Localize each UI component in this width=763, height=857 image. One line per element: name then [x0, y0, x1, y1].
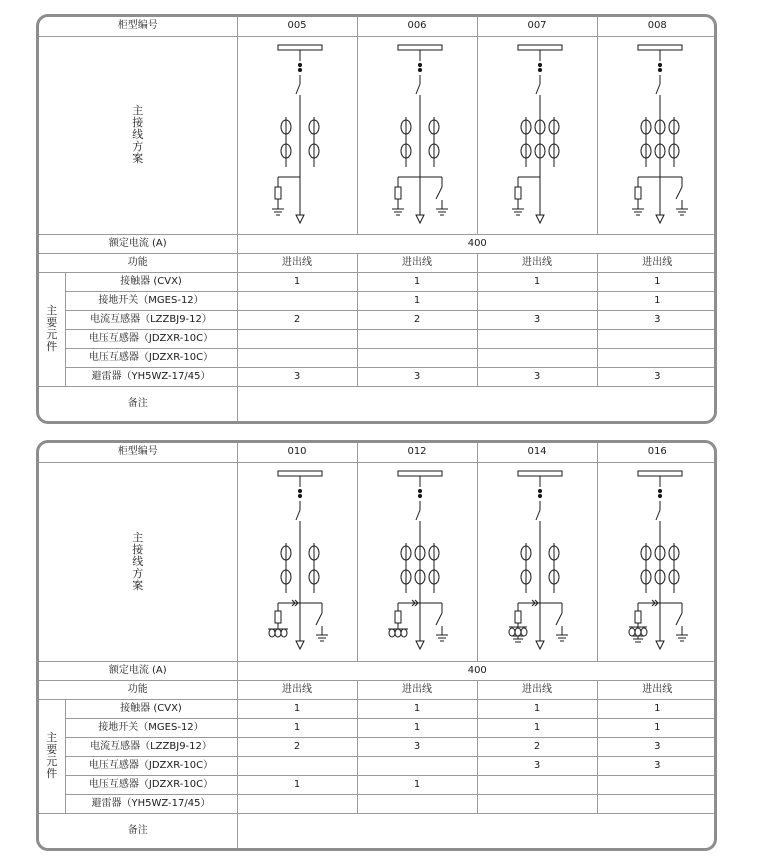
component-qty: 1: [357, 718, 477, 737]
component-qty: [237, 794, 357, 813]
component-qty: [597, 775, 717, 794]
component-qty: 3: [477, 310, 597, 329]
spec-table-bottom: [39, 443, 717, 849]
wiring-diagram: [357, 36, 477, 234]
component-qty: 1: [597, 699, 717, 718]
component-qty: 3: [597, 310, 717, 329]
component-qty: [237, 348, 357, 367]
cabinet-code: 012: [357, 443, 477, 462]
component-qty: 1: [477, 718, 597, 737]
component-qty: 3: [237, 367, 357, 386]
component-qty: [477, 329, 597, 348]
cabinet-code: 014: [477, 443, 597, 462]
function-label: 功能: [39, 680, 237, 699]
component-qty: [477, 291, 597, 310]
function-value: 进出线: [477, 253, 597, 272]
spec-table-top: [39, 17, 717, 422]
component-qty: 3: [597, 367, 717, 386]
main-scheme-label: 主 接 线 方 案: [39, 462, 237, 661]
component-name: 电流互感器（LZZBJ9-12）: [65, 737, 237, 756]
component-qty: 1: [477, 699, 597, 718]
component-qty: 3: [357, 737, 477, 756]
component-name: 接触器 (CVX): [65, 272, 237, 291]
component-name: 电压互感器（JDZXR-10C）: [65, 756, 237, 775]
component-name: 接地开关（MGES-12）: [65, 291, 237, 310]
remarks-value: [237, 386, 717, 422]
wiring-diagram: [237, 36, 357, 234]
component-qty: [357, 329, 477, 348]
wiring-diagram: [597, 462, 717, 661]
component-qty: 3: [597, 737, 717, 756]
component-qty: 1: [237, 272, 357, 291]
function-value: 进出线: [597, 680, 717, 699]
main-components-label: 主 要 元 件: [39, 699, 65, 813]
component-name: 避雷器（YH5WZ-17/45）: [65, 794, 237, 813]
component-name: 接触器 (CVX): [65, 699, 237, 718]
component-qty: [357, 756, 477, 775]
wiring-diagram: [477, 36, 597, 234]
remarks-label: 备注: [39, 386, 237, 422]
component-name: 电流互感器（LZZBJ9-12）: [65, 310, 237, 329]
component-qty: 2: [237, 310, 357, 329]
spec-table-panel-top: [36, 14, 717, 424]
spec-table-panel-bottom: [36, 440, 717, 851]
component-qty: 2: [357, 310, 477, 329]
component-qty: 3: [357, 367, 477, 386]
function-label: 功能: [39, 253, 237, 272]
component-qty: 1: [237, 718, 357, 737]
cabinet-code: 005: [237, 17, 357, 36]
component-qty: 2: [237, 737, 357, 756]
rated-current-value: 400: [237, 234, 717, 253]
cabinet-no-label: 柜型编号: [39, 17, 237, 36]
function-value: 进出线: [237, 680, 357, 699]
main-scheme-label: 主 接 线 方 案: [39, 36, 237, 234]
wiring-diagram: [237, 462, 357, 661]
component-qty: [477, 794, 597, 813]
remarks-label: 备注: [39, 813, 237, 849]
cabinet-no-label: 柜型编号: [39, 443, 237, 462]
cabinet-code: 007: [477, 17, 597, 36]
rated-current-value: 400: [237, 661, 717, 680]
component-qty: 2: [477, 737, 597, 756]
function-value: 进出线: [237, 253, 357, 272]
function-value: 进出线: [357, 680, 477, 699]
component-qty: 1: [357, 272, 477, 291]
component-qty: [597, 794, 717, 813]
cabinet-code: 010: [237, 443, 357, 462]
wiring-diagram: [357, 462, 477, 661]
rated-current-label: 额定电流 (A): [39, 661, 237, 680]
cabinet-code: 008: [597, 17, 717, 36]
component-name: 电压互感器（JDZXR-10C）: [65, 329, 237, 348]
cabinet-code: 016: [597, 443, 717, 462]
component-qty: [357, 794, 477, 813]
component-name: 接地开关（MGES-12）: [65, 718, 237, 737]
main-components-label: 主 要 元 件: [39, 272, 65, 386]
cabinet-code: 006: [357, 17, 477, 36]
component-qty: [357, 348, 477, 367]
component-qty: 1: [357, 775, 477, 794]
component-qty: 1: [237, 775, 357, 794]
function-value: 进出线: [357, 253, 477, 272]
component-qty: 1: [597, 718, 717, 737]
function-value: 进出线: [597, 253, 717, 272]
component-qty: 1: [357, 291, 477, 310]
component-qty: 1: [477, 272, 597, 291]
component-qty: 1: [597, 291, 717, 310]
remarks-value: [237, 813, 717, 849]
component-qty: [477, 775, 597, 794]
component-qty: 3: [597, 756, 717, 775]
component-qty: 1: [597, 272, 717, 291]
wiring-diagram: [597, 36, 717, 234]
component-qty: [597, 348, 717, 367]
function-value: 进出线: [477, 680, 597, 699]
component-name: 电压互感器（JDZXR-10C）: [65, 775, 237, 794]
component-qty: [237, 291, 357, 310]
component-qty: 3: [477, 367, 597, 386]
component-qty: 3: [477, 756, 597, 775]
component-qty: 1: [237, 699, 357, 718]
component-name: 电压互感器（JDZXR-10C）: [65, 348, 237, 367]
component-qty: [477, 348, 597, 367]
component-qty: [597, 329, 717, 348]
component-qty: 1: [357, 699, 477, 718]
component-qty: [237, 756, 357, 775]
component-qty: [237, 329, 357, 348]
rated-current-label: 额定电流 (A): [39, 234, 237, 253]
wiring-diagram: [477, 462, 597, 661]
component-name: 避雷器（YH5WZ-17/45）: [65, 367, 237, 386]
